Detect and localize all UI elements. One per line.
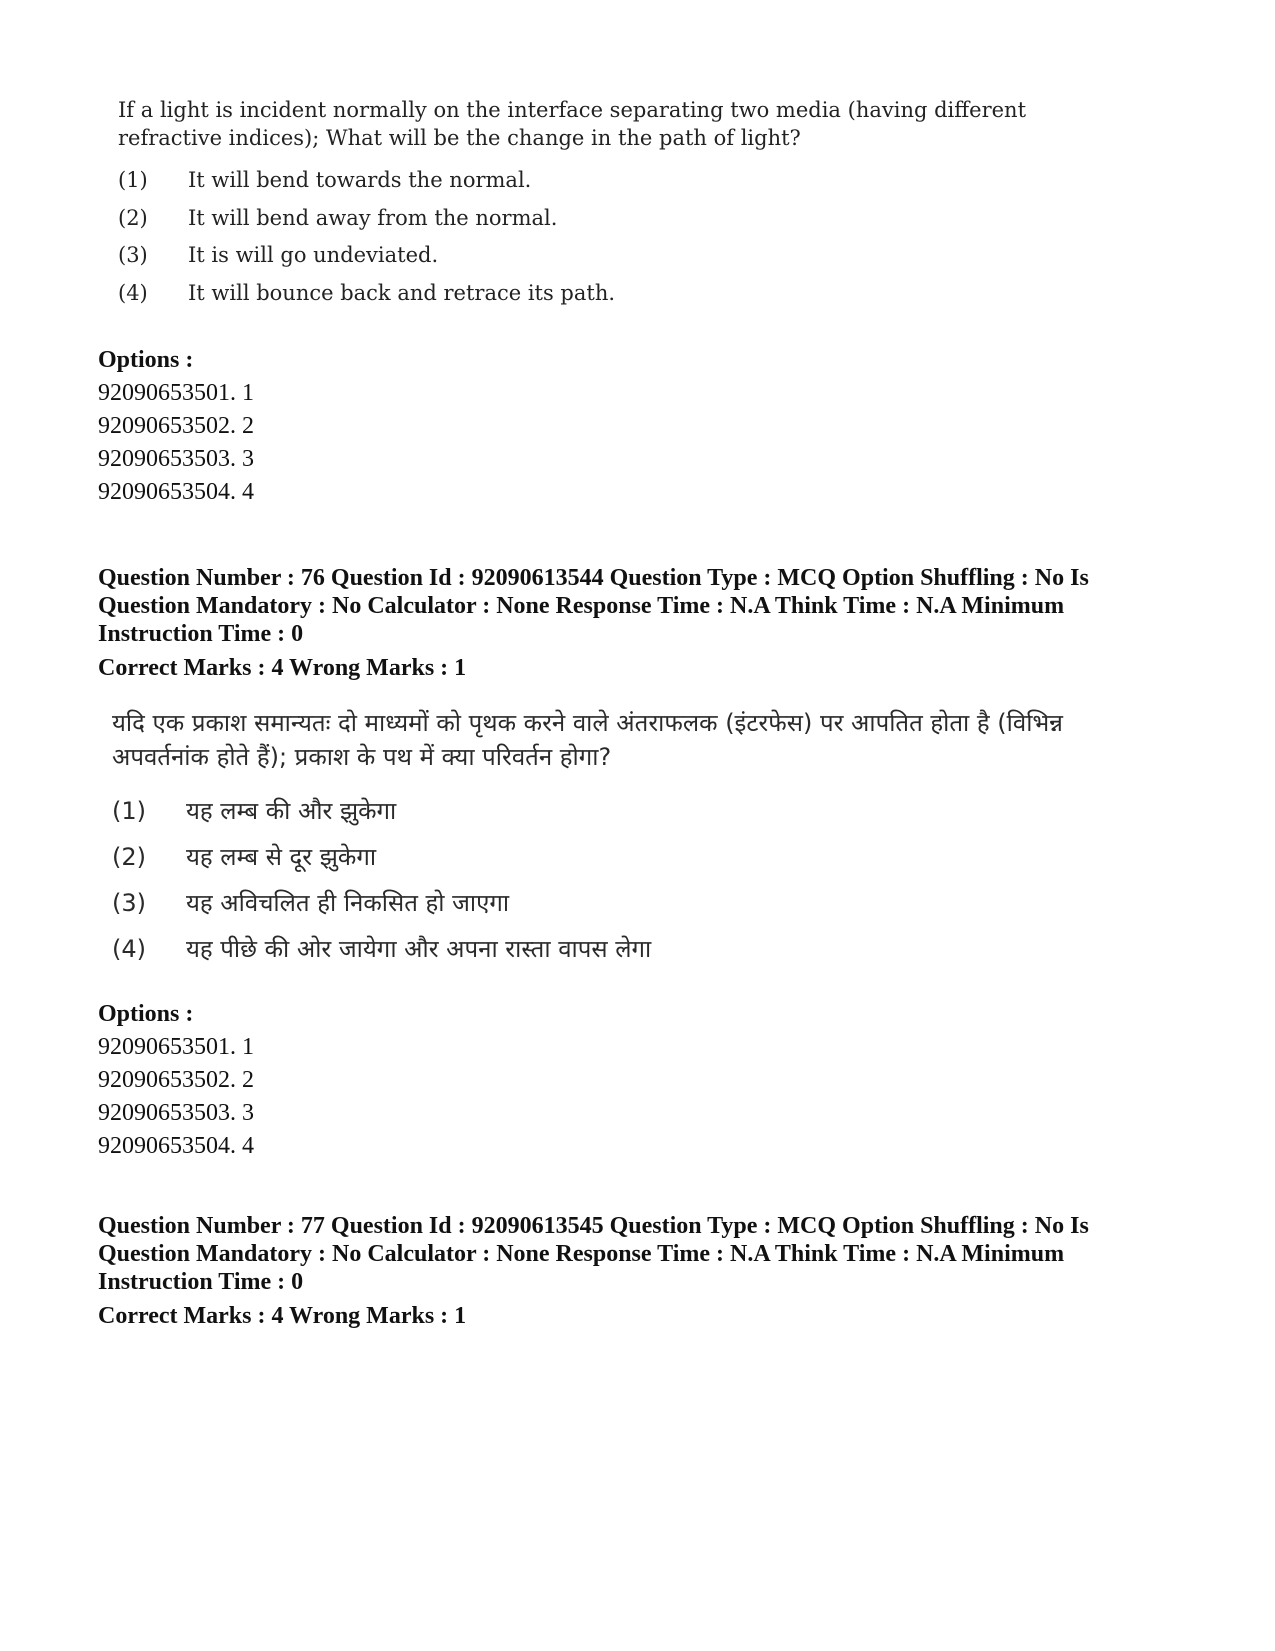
question-76-details: Question Number : 76 Question Id : 92090613544 Question Type : MCQ Option Shuffling : No Is Question Mandatory : No Calculator : None Response Time : N.A Think Time : N.A Minimum Instruction Time : 0 — [98, 565, 1089, 647]
choice-number: (3) — [118, 243, 148, 267]
question-76-meta — [98, 564, 1178, 682]
question-75-options — [98, 344, 254, 509]
question-75-choice-2 — [118, 204, 557, 232]
question-76-choice-4 — [112, 934, 651, 964]
choice-text: It will bend towards the normal. — [188, 168, 532, 192]
option-line: 92090653501. 1 — [98, 380, 254, 406]
choice-number: (2) — [118, 206, 148, 230]
question-75-choice-3 — [118, 241, 438, 269]
option-line: 92090653501. 1 — [98, 1034, 254, 1060]
choice-number: (4) — [118, 281, 148, 305]
question-75-choice-1 — [118, 166, 531, 194]
choice-text: It is will go undeviated. — [188, 243, 439, 267]
question-76-image — [112, 706, 1112, 963]
question-76-choice-3 — [112, 888, 509, 918]
option-line: 92090653503. 3 — [98, 446, 254, 472]
question-76-stem: यदि एक प्रकाश समान्यतः दो माध्यमों को पृथक करने वाले अंतराफलक (इंटरफेस) पर आपतित होता है (विभिन्न अपवर्तनांक होते हैं); प्रकाश के पथ में क्या परिवर्तन होगा? — [112, 709, 1063, 771]
choice-number: (1) — [112, 797, 146, 825]
choice-text: It will bounce back and retrace its path. — [188, 281, 616, 305]
option-line: 92090653502. 2 — [98, 1067, 254, 1093]
question-76-choice-2 — [112, 842, 376, 872]
choice-text: यह अविचलित ही निकसित हो जाएगा — [186, 889, 510, 917]
option-line: 92090653504. 4 — [98, 1133, 254, 1159]
options-label: Options : — [98, 347, 194, 373]
choice-text: It will bend away from the normal. — [188, 206, 558, 230]
choice-text: यह लम्ब की और झुकेगा — [186, 797, 397, 825]
option-line: 92090653504. 4 — [98, 479, 254, 505]
choice-number: (2) — [112, 843, 146, 871]
choice-text: यह लम्ब से दूर झुकेगा — [186, 843, 377, 871]
question-76-marks: Correct Marks : 4 Wrong Marks : 1 — [98, 655, 467, 681]
question-76-choice-1 — [112, 796, 396, 826]
option-line: 92090653503. 3 — [98, 1100, 254, 1126]
question-75-image — [118, 96, 1118, 305]
choice-number: (3) — [112, 889, 146, 917]
choice-text: यह पीछे की ओर जायेगा और अपना रास्ता वापस लेगा — [186, 935, 652, 963]
question-75-stem: If a light is incident normally on the interface separating two media (having different refractive indices); What will be the change in the path of light? — [118, 98, 1027, 150]
question-75-choice-4 — [118, 279, 615, 307]
option-line: 92090653502. 2 — [98, 413, 254, 439]
question-76-options — [98, 998, 254, 1163]
choice-number: (4) — [112, 935, 146, 963]
question-77-marks: Correct Marks : 4 Wrong Marks : 1 — [98, 1303, 467, 1329]
choice-number: (1) — [118, 168, 148, 192]
question-77-details: Question Number : 77 Question Id : 92090613545 Question Type : MCQ Option Shuffling : No Is Question Mandatory : No Calculator : None Response Time : N.A Think Time : N.A Minimum Instruction Time : 0 — [98, 1213, 1089, 1295]
options-label: Options : — [98, 1001, 194, 1027]
question-77-meta — [98, 1212, 1178, 1330]
